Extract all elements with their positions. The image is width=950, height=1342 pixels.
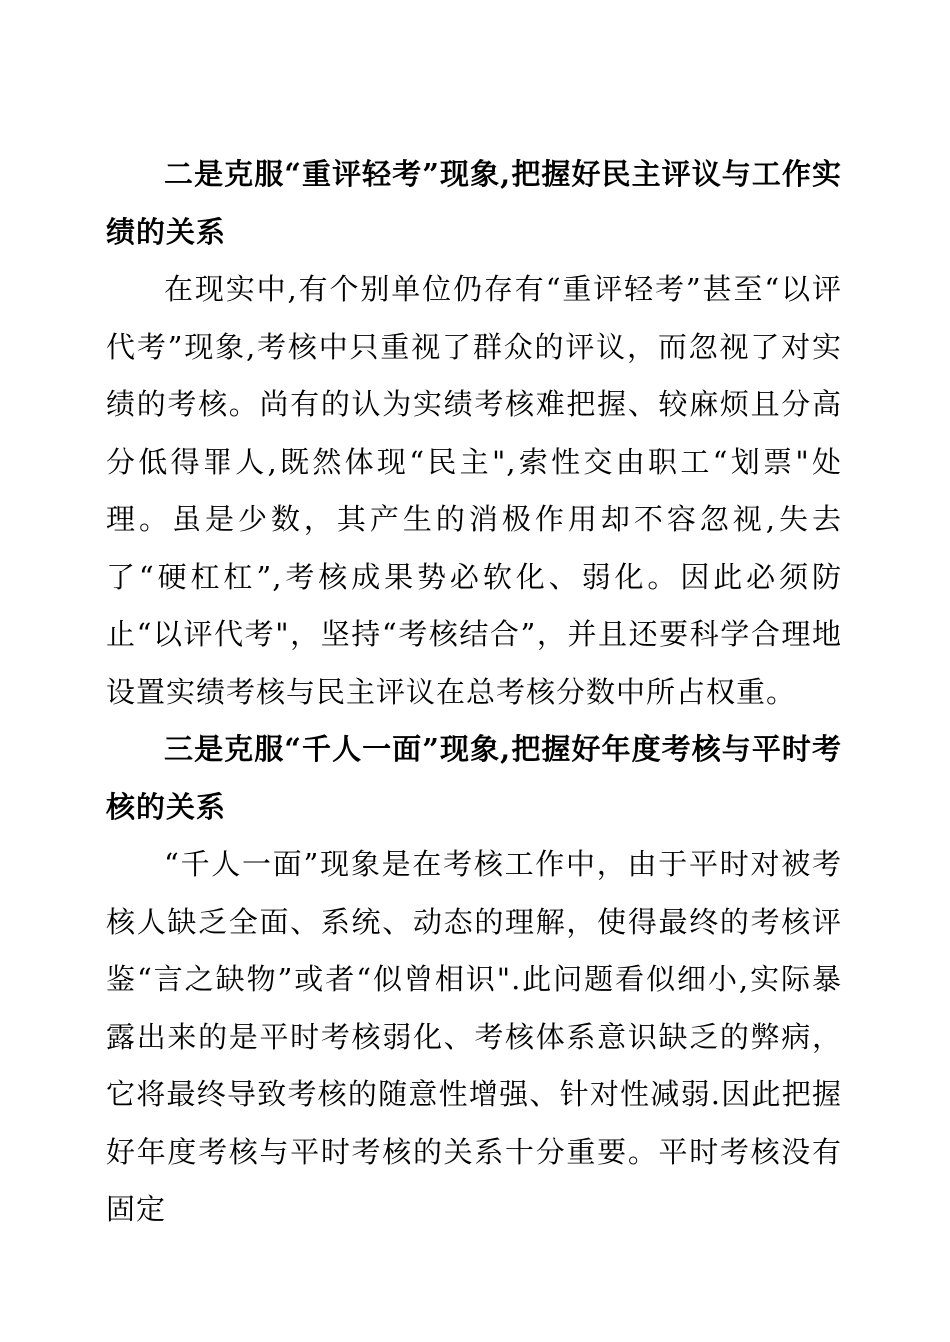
body-paragraph-3: “千人一面”现象是在考核工作中，由于平时对被考核人缺乏全面、系统、动态的理解，使得最终的考核评鉴“言之缺物”或者“似曾相识".此问题看似细小,实际暴露出来的是平时考核弱化、考核体系意识缺乏的弊病，它将最终导致考核的随意性增强、针对性减弱.因此把握好年度考核与平时考核的关系十分重要。平时考核没有固定 bbox=[106, 847, 842, 1226]
section-heading-2: 二是克服“重评轻考”现象,把握好民主评议与工作实绩的关系 bbox=[106, 157, 842, 249]
body-paragraph-2: 在现实中,有个别单位仍存有“重评轻考”甚至“以评代考”现象,考核中只重视了群众的评议，而忽视了对实绩的考核。尚有的认为实绩考核难把握、较麻烦且分高分低得罪人,既然体现“民主",索性交由职工“划票"处理。虽是少数，其产生的消极作用却不容忽视,失去了“硬杠杠”,考核成果势必软化、弱化。因此必须防止“以评代考"，坚持“考核结合”，并且还要科学合理地设置实绩考核与民主评议在总考核分数中所占权重。 bbox=[106, 272, 842, 709]
document-page bbox=[106, 146, 842, 1239]
section-heading-3: 三是克服“千人一面”现象,把握好年度考核与平时考核的关系 bbox=[106, 732, 842, 824]
